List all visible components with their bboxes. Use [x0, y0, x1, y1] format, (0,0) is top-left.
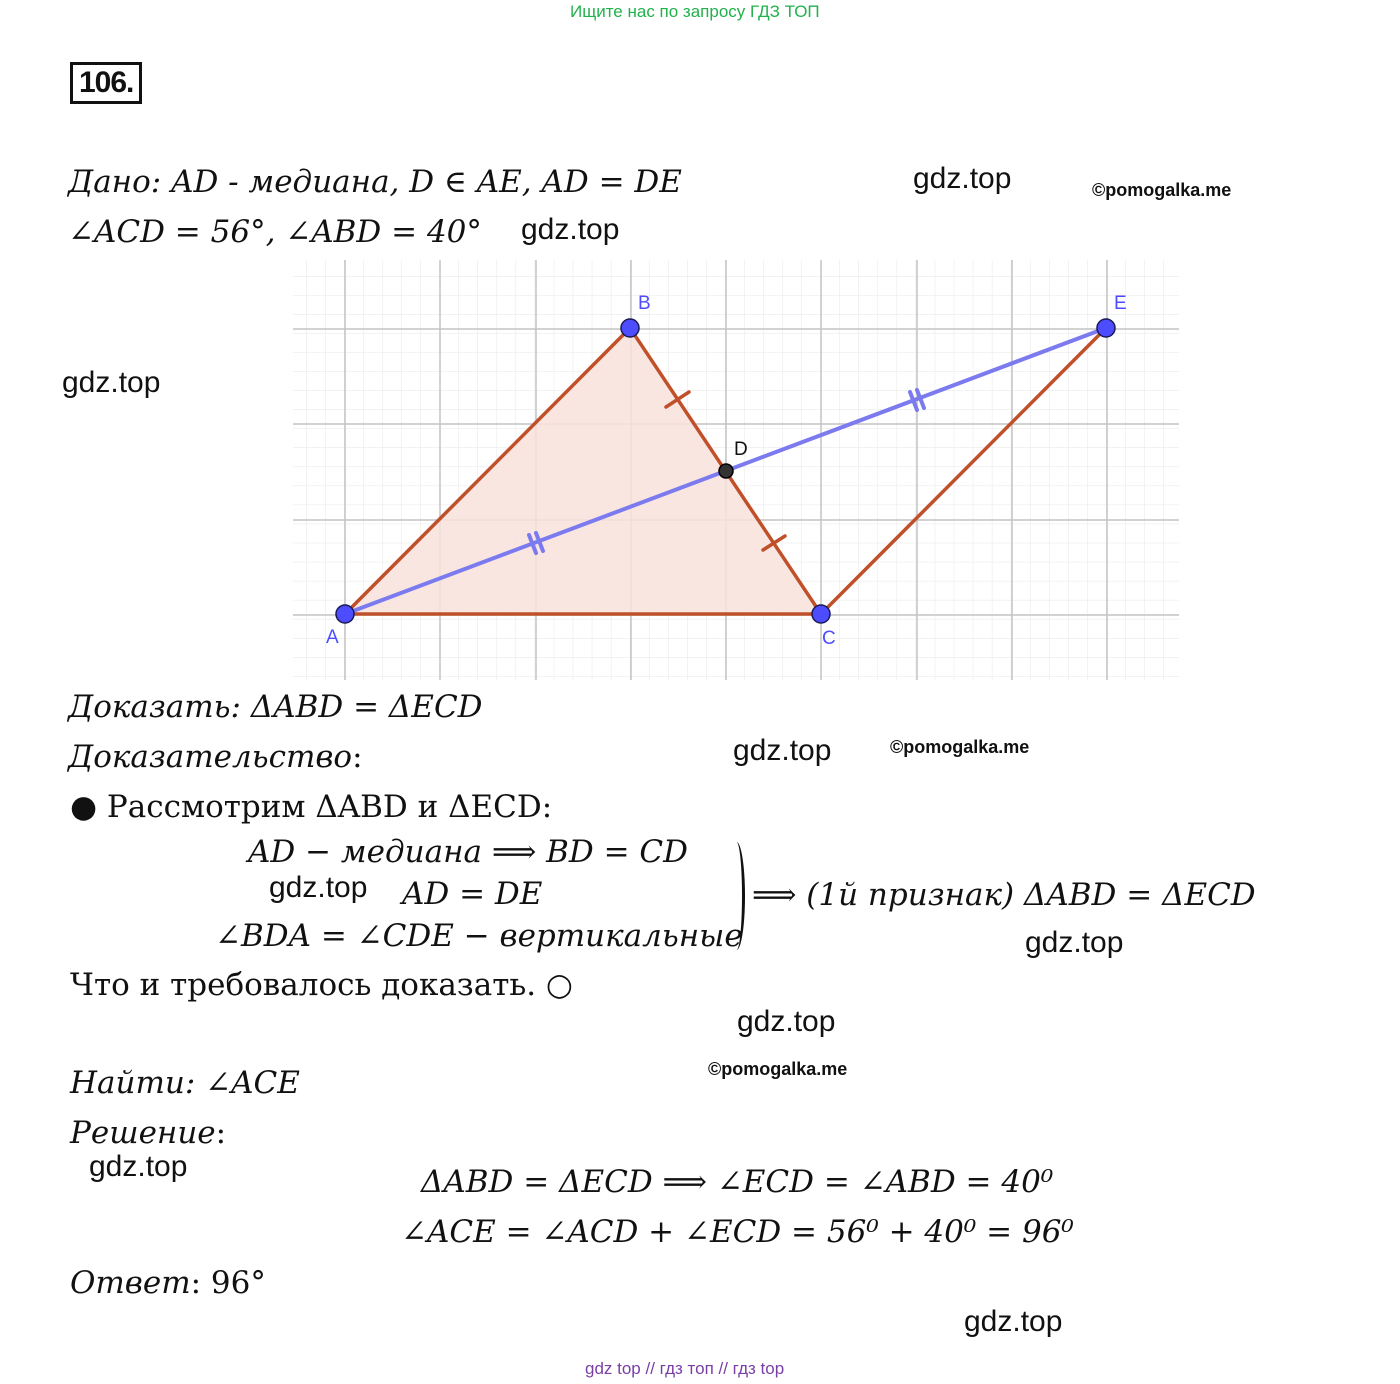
proof-conclusion: ⟹ (1й признак) ΔABD = ΔECD [752, 877, 1256, 913]
solution-colon: : [215, 1115, 227, 1151]
watermark-gdz: gdz.top [89, 1150, 188, 1183]
top-banner: Ищите нас по запросу ГДЗ ТОП [570, 2, 820, 21]
watermark-gdz: gdz.top [913, 162, 1012, 195]
problem-number: 106. [70, 62, 142, 104]
prove-label: Доказать [68, 689, 231, 725]
geometry-figure [293, 260, 1179, 680]
label-e: E [1114, 293, 1127, 314]
watermark-gdz: gdz.top [269, 871, 368, 904]
given-line-1 [68, 164, 682, 200]
find-statement: : ∠ACE [184, 1065, 300, 1101]
footer-links: gdz top // гдз топ // гдз top [585, 1359, 785, 1378]
solution-eq-2: ∠ACE = ∠ACD + ∠ECD = 56⁰ + 40⁰ = 96⁰ [401, 1214, 1074, 1250]
watermark-pomogalka: ©pomogalka.me [708, 1059, 848, 1079]
proof-fact-1: AD − медиана ⟹ BD = CD [248, 834, 689, 870]
answer-line [70, 1265, 266, 1301]
proof-label: Доказательство [68, 739, 353, 775]
watermark-gdz: gdz.top [62, 366, 161, 399]
prove-statement: : ΔABD = ΔECD [230, 689, 483, 725]
find-line [70, 1065, 300, 1101]
prove-line [68, 689, 483, 725]
watermark-gdz: gdz.top [737, 1005, 836, 1038]
proof-colon: : [352, 739, 363, 775]
point-c [812, 605, 830, 623]
watermark-gdz: gdz.top [964, 1305, 1063, 1338]
grid-minor [293, 260, 1179, 680]
given-line-2: ∠ACD = 56°, ∠ABD = 40° [68, 214, 482, 250]
point-d [719, 464, 733, 478]
proof-heading [68, 739, 363, 775]
proof-fact-3: ∠BDA = ∠CDE − вертикальные [215, 918, 743, 954]
label-a: A [326, 627, 339, 648]
label-c: C [822, 628, 836, 649]
watermark-pomogalka: ©pomogalka.me [1092, 180, 1232, 200]
answer-label: Ответ [70, 1265, 191, 1301]
watermark-gdz: gdz.top [1025, 926, 1124, 959]
watermark-gdz: gdz.top [521, 213, 620, 246]
given-label: Дано [68, 164, 151, 200]
solution-eq-1: ΔABD = ΔECD ⟹ ∠ECD = ∠ABD = 40⁰ [421, 1164, 1054, 1200]
proof-consider: ● Рассмотрим ΔABD и ΔECD: [70, 789, 553, 825]
find-label: Найти [70, 1065, 185, 1101]
right-brace [728, 842, 745, 950]
proof-fact-2: AD = DE [402, 876, 543, 912]
point-a [336, 605, 354, 623]
solution-label: Решение [70, 1115, 216, 1151]
watermark-gdz: gdz.top [733, 734, 832, 767]
label-b: B [638, 293, 651, 314]
point-e [1097, 319, 1115, 337]
label-d: D [734, 439, 748, 460]
given-statement-1: : AD - медиана, D ∈ AE, AD = DE [150, 164, 682, 200]
watermark-pomogalka: ©pomogalka.me [890, 737, 1030, 757]
answer-value: : 96° [190, 1265, 266, 1301]
proof-qed: Что и требовалось доказать. ○ [70, 967, 573, 1003]
point-b [621, 319, 639, 337]
solution-heading [70, 1115, 226, 1151]
